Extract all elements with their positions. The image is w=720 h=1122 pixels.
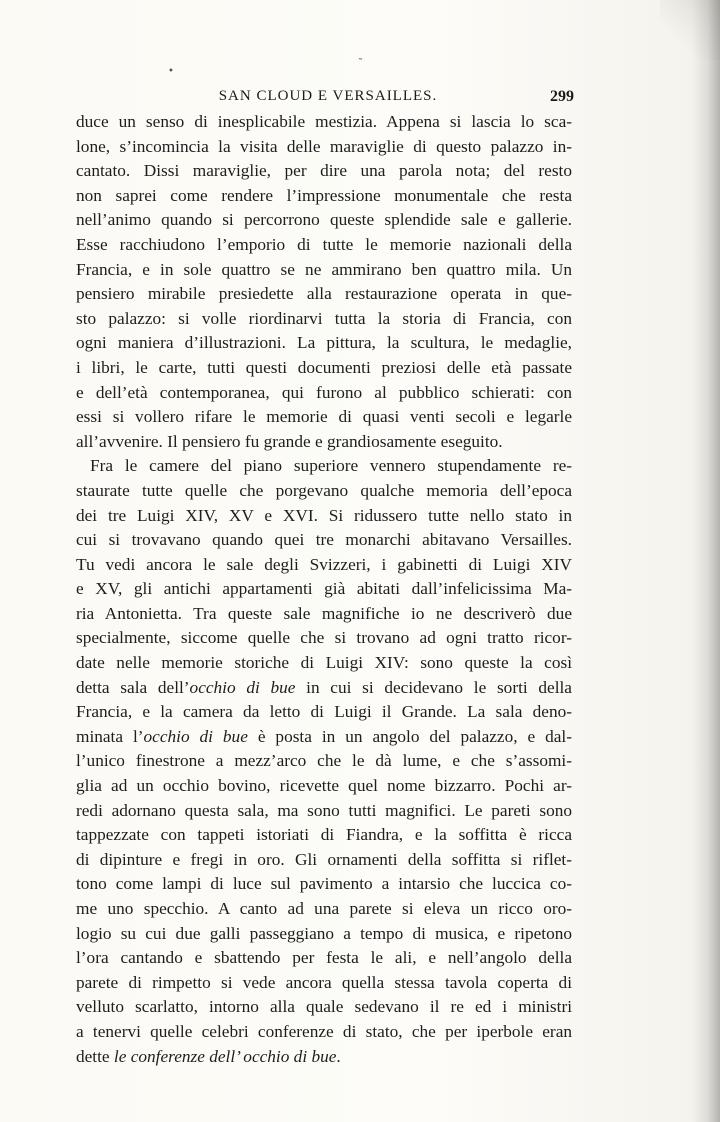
running-head: SAN CLOUD E VERSAILLES.	[218, 88, 438, 104]
text-line: all’avvenire. Il pensiero fu grande e grandiosamente eseguito.	[76, 431, 503, 451]
text-line: duce un senso di inesplicabile mestizia. Appena si lascia lo sca-	[76, 112, 572, 131]
text-line: date nelle memorie storiche di Luigi XIV: sono queste la così	[76, 653, 572, 673]
text-line: e dell’età contemporanea, qui furono al pubblico schierati: con	[76, 382, 572, 402]
text-line: me uno specchio. A canto ad una parete si eleva un ricco oro-	[76, 899, 572, 918]
text-segment: detta sala dell’	[76, 677, 190, 697]
text-line: non saprei come rendere l’impressione monumentale che resta	[76, 185, 572, 205]
text-line: parete di rimpetto si vede ancora quella stessa tavola coperta di	[76, 972, 572, 992]
text-line	[76, 1045, 572, 1070]
text-line: l’unico finestrone a mezz’arco che le dà lume, e che s’assomi-	[76, 751, 572, 771]
text-line: a tenervi quelle celebri conferenze di stato, che per iperbole eran	[76, 1021, 572, 1041]
text-line: staurate tutte quelle che porgevano qualche memoria dell’epoca	[76, 480, 572, 500]
text-line	[76, 725, 572, 750]
text-line: e XV, gli antichi appartamenti già abitati dall’infelicissima Ma-	[76, 579, 572, 599]
text-line: tappezzate con tappeti istoriati di Fiandra, e la soffitta è ricca	[76, 825, 572, 845]
text-line: cantato. Dissi maraviglie, per dire una parola nota; del resto	[76, 161, 572, 181]
text-line: essi si vollero rifare le memorie di quasi venti secoli e legarle	[76, 407, 572, 427]
text-line: logio su cui due galli passeggiano a tempo di musica, e ripetono	[76, 923, 572, 943]
text-line: nell’animo quando si percorrono queste splendide sale e gallerie.	[76, 210, 572, 230]
text-line: lone, s’incomincia la visita delle maraviglie di questo palazzo in-	[76, 136, 572, 156]
page-number: 299	[550, 88, 574, 105]
ink-speck: ˜	[358, 58, 363, 69]
text-line	[76, 676, 572, 701]
text-segment: .	[336, 1046, 341, 1066]
text-line: redi adornano questa sala, ma sono tutti magnifici. Le pareti sono	[76, 800, 572, 820]
ink-speck: •	[168, 66, 174, 77]
italic-phrase: occhio di bue	[189, 677, 296, 697]
text-line: Fra le camere del piano superiore vennero stupendamente re-	[90, 456, 572, 476]
italic-phrase: le conferenze dell’ occhio di bue	[113, 1046, 337, 1066]
text-line: tono come lampi di luce sul pavimento a intarsio che luccica co-	[76, 874, 572, 894]
text-line: sto palazzo: si volle riordinarvi tutta la storia di Francia, con	[76, 308, 572, 328]
text-line: di dipinture e fregi in oro. Gli ornamenti della soffitta si riflet-	[76, 849, 572, 869]
text-line: specialmente, siccome quelle che si trovano ad ogni tratto ricor-	[76, 628, 572, 648]
text-line: Esse racchiudono l’emporio di tutte le memorie nazionali della	[76, 234, 572, 254]
text-segment: è posta in un angolo del palazzo, e dal-	[247, 726, 572, 746]
italic-phrase: occhio di bue	[143, 726, 248, 746]
text-line: ria Antonietta. Tra queste sale magnifiche io ne descriverò due	[76, 603, 572, 623]
text-line: Francia, e la camera da letto di Luigi il Grande. La sala deno-	[76, 702, 572, 722]
text-line: l’ora cantando e sbattendo per festa le ali, e nell’angolo della	[76, 948, 572, 968]
text-line: cui si trovavano quando quei tre monarchi abitavano Versailles.	[76, 530, 572, 550]
text-line: velluto scarlatto, intorno alla quale sedevano il re ed i ministri	[76, 997, 572, 1017]
text-line: ogni maniera d’illustrazioni. La pittura, la scultura, le medaglie,	[76, 333, 572, 353]
page-header	[84, 84, 572, 112]
text-line: pensiero mirabile presiedette alla restaurazione operata in que-	[76, 284, 572, 304]
text-line: Francia, e in sole quattro se ne ammirano ben quattro mila. Un	[76, 259, 572, 279]
body-text	[76, 110, 572, 1069]
text-line: glia ad un occhio bovino, ricevette quel nome bizzarro. Pochi ar-	[76, 776, 572, 796]
text-segment: in cui si decidevano le sorti della	[295, 677, 572, 697]
text-segment: dette	[76, 1046, 114, 1066]
text-segment: minata l’	[76, 726, 144, 746]
text-line: dei tre Luigi XIV, XV e XVI. Si ridussero tutte nello stato in	[76, 505, 572, 525]
text-line: i libri, le carte, tutti questi documenti preziosi delle età passate	[76, 357, 572, 377]
text-line: Tu vedi ancora le sale degli Svizzeri, i gabinetti di Luigi XIV	[76, 554, 572, 574]
page-edge-shadow	[692, 0, 720, 1122]
